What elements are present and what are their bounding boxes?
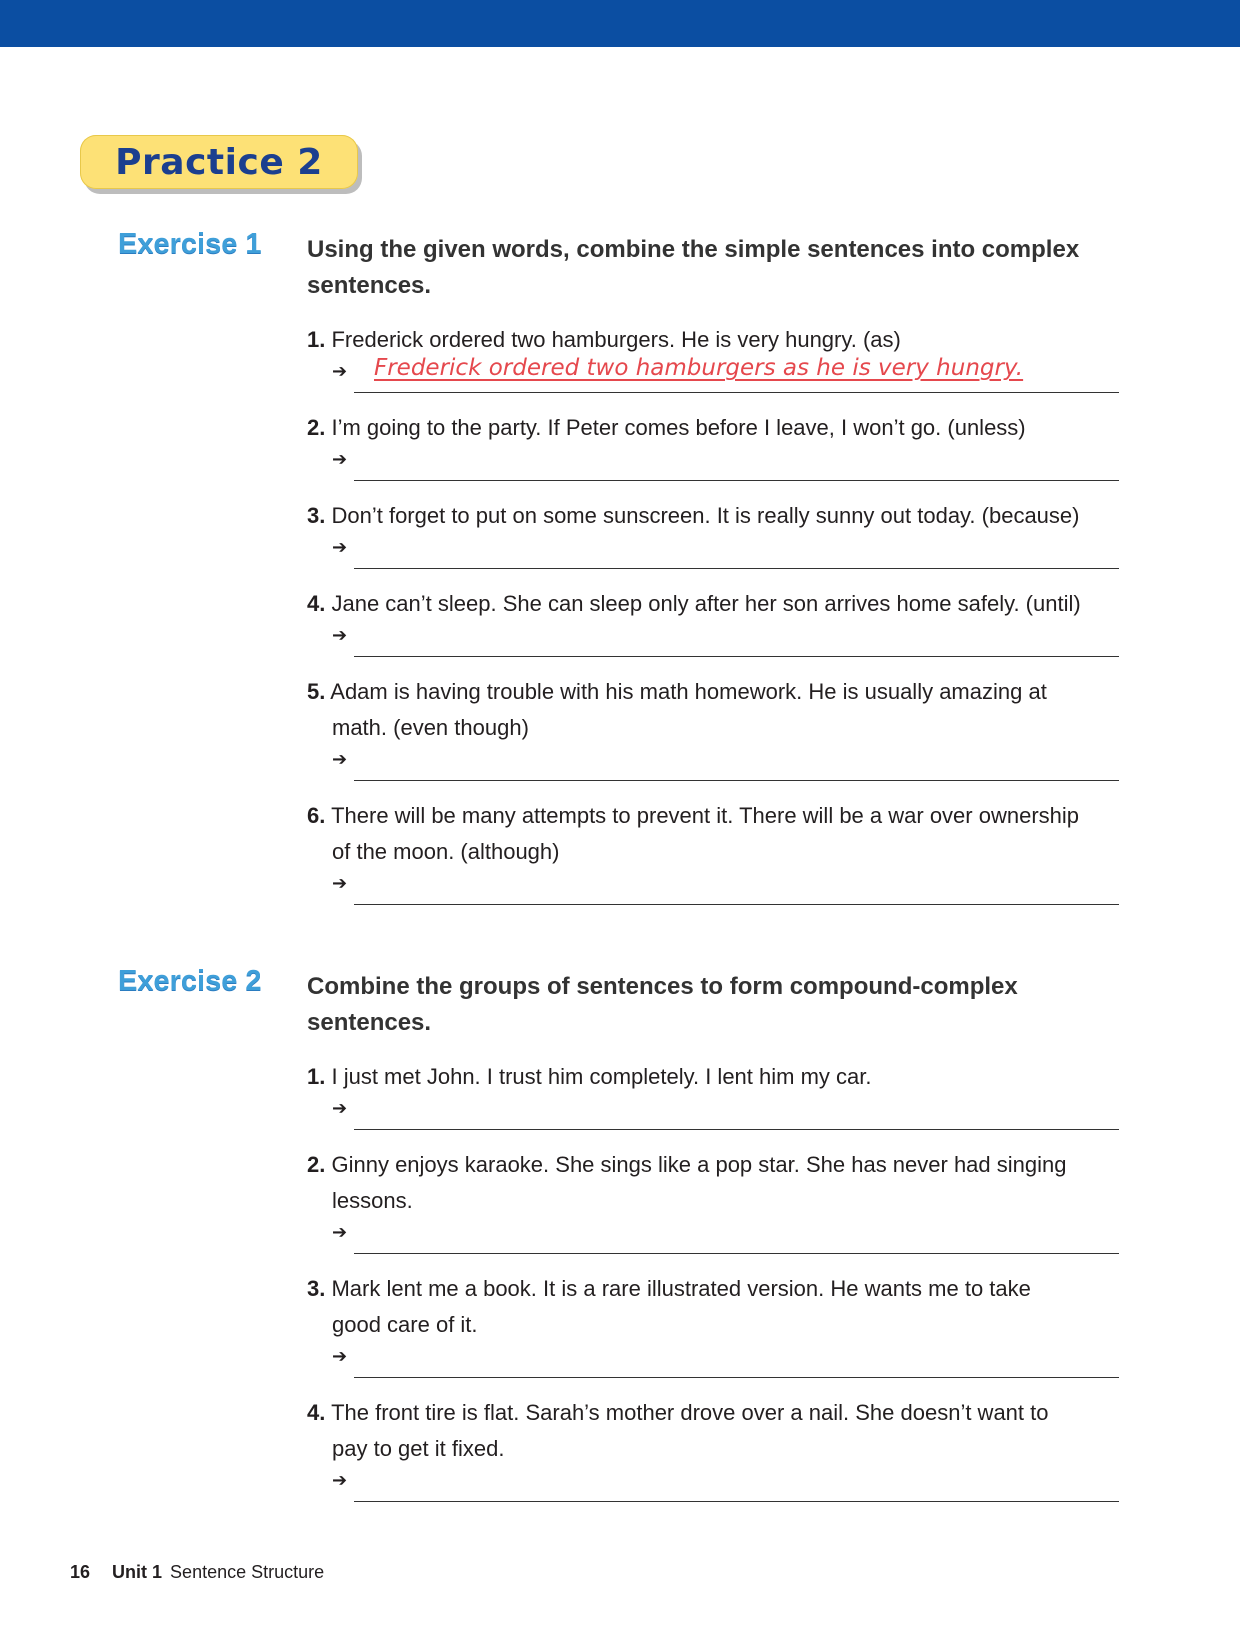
exercise-2-item-4: 4. The front tire is flat. Sarah’s mother drove over a nail. She doesn’t want to pay to get it fixed. xyxy=(307,1400,1049,1461)
practice-title: Practice 2 xyxy=(115,141,323,183)
arrow-icon: ➔ xyxy=(332,449,348,469)
arrow-icon: ➔ xyxy=(332,1098,348,1118)
unit-label: Unit 1 xyxy=(112,1562,163,1582)
exercise-1-item-1: 1. Frederick ordered two hamburgers. He is very hungry. (as) xyxy=(307,327,901,352)
answer-line xyxy=(354,1129,1119,1130)
answer-line xyxy=(354,568,1119,569)
exercise-2-answer-3[interactable] xyxy=(332,1342,1119,1378)
exercise-2-answer-4[interactable] xyxy=(332,1466,1119,1502)
exercise-1-instruction: Using the given words, combine the simple sentences into complex sentences. xyxy=(307,236,1080,299)
exercise-1-item-2: 2. I’m going to the party. If Peter comes before I leave, I won’t go. (unless) xyxy=(307,415,1026,440)
answer-line xyxy=(354,392,1119,393)
arrow-icon: ➔ xyxy=(332,1470,348,1490)
answer-line xyxy=(354,780,1119,781)
handwritten-answer: Frederick ordered two hamburgers as he is very hungry. xyxy=(374,355,1024,381)
exercise-2-item-2: 2. Ginny enjoys karaoke. She sings like a pop star. She has never had singing lessons. xyxy=(307,1152,1067,1213)
arrow-icon: ➔ xyxy=(332,873,348,893)
arrow-icon: ➔ xyxy=(332,1222,348,1242)
exercise-1-answer-6[interactable] xyxy=(332,869,1119,905)
exercise-2-item-1: 1. I just met John. I trust him completely. I lent him my car. xyxy=(307,1064,872,1089)
exercise-1-answer-2[interactable] xyxy=(332,445,1119,481)
exercise-2-answer-1[interactable] xyxy=(332,1094,1119,1130)
exercise-1-answer-1[interactable] xyxy=(332,357,1119,393)
arrow-icon: ➔ xyxy=(332,625,348,645)
unit-title: Sentence Structure xyxy=(170,1562,325,1582)
exercise-1-item-6: 6. There will be many attempts to prevent it. There will be a war over ownership of the moon. (although) xyxy=(307,803,1080,864)
arrow-icon: ➔ xyxy=(332,361,348,381)
answer-line xyxy=(354,480,1119,481)
answer-line xyxy=(354,1253,1119,1254)
exercise-1-item-4: 4. Jane can’t sleep. She can sleep only after her son arrives home safely. (until) xyxy=(307,591,1081,616)
exercise-2-instruction: Combine the groups of sentences to form compound-complex sentences. xyxy=(307,973,1018,1036)
answer-line xyxy=(354,656,1119,657)
exercise-1-answer-4[interactable] xyxy=(332,621,1119,657)
exercise-1-answer-5[interactable] xyxy=(332,745,1119,781)
answer-line xyxy=(354,1377,1119,1378)
exercise-1-item-3: 3. Don’t forget to put on some sunscreen. It is really sunny out today. (because) xyxy=(307,503,1080,528)
exercise-2-item-3: 3. Mark lent me a book. It is a rare illustrated version. He wants me to take good care of it. xyxy=(307,1276,1031,1337)
practice-title-badge xyxy=(80,135,358,189)
arrow-icon: ➔ xyxy=(332,1346,348,1366)
exercise-2-label: Exercise 2 xyxy=(118,965,262,997)
answer-line xyxy=(354,1501,1119,1502)
answer-line xyxy=(354,904,1119,905)
arrow-icon: ➔ xyxy=(332,749,348,769)
arrow-icon: ➔ xyxy=(332,537,348,557)
page-footer xyxy=(70,1562,324,1583)
exercise-2-answer-2[interactable] xyxy=(332,1218,1119,1254)
top-banner xyxy=(0,0,1240,47)
page-number: 16 xyxy=(70,1562,91,1582)
exercise-1-label: Exercise 1 xyxy=(118,228,262,260)
exercise-1-item-5: 5. Adam is having trouble with his math homework. He is usually amazing at math. (even though) xyxy=(307,679,1047,740)
exercise-1-answer-3[interactable] xyxy=(332,533,1119,569)
